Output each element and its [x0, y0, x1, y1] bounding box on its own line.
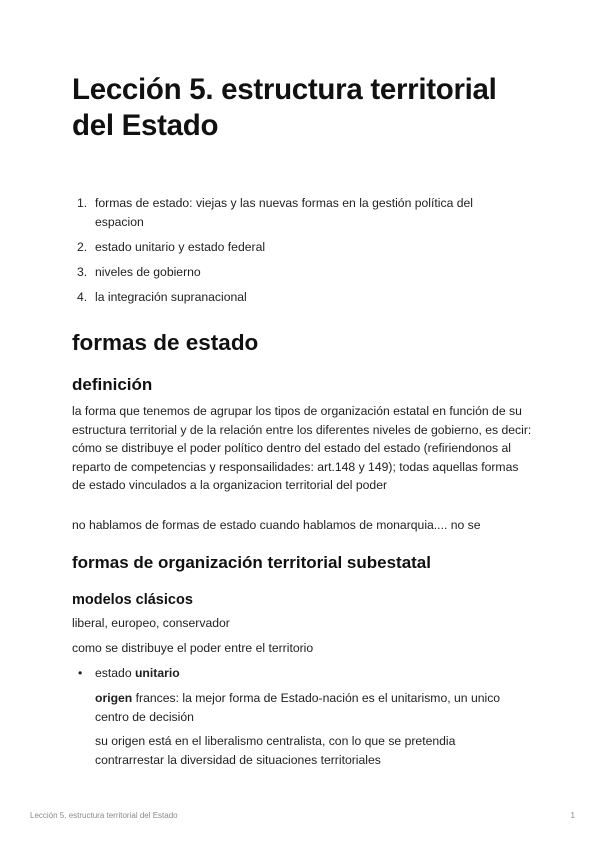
list-number: 2.: [77, 239, 88, 254]
origin-liberalism-paragraph: su origen está en el liberalismo centralista, con lo que se pretendia contrarrestar la diversidad de situaciones territoriales: [95, 734, 456, 767]
list-item-text: niveles de gobierno: [95, 264, 201, 279]
models-line: liberal, europeo, conservador: [72, 616, 230, 630]
footer-document-title: Lección 5. estructura territorial del Estado: [30, 811, 178, 820]
power-distribution-line: como se distribuye el poder entre el territorio: [72, 641, 314, 655]
subheading-definicion: definición: [72, 375, 153, 394]
bullet-dot: •: [78, 666, 83, 680]
definition-paragraph: la forma que tenemos de agrupar los tipos de organización estatal en función de su estructura territorial y de la relación entre los diferentes niveles de gobierno, es decir: cómo se distribuye el poder político dentro del estado del estado (refiriendonos al reparto de competencias y responsailidades: art.148 y 149); todas aquellas formas de estado vinculados a la organizacion territorial del poder: [72, 404, 532, 492]
list-item: [72, 288, 512, 307]
origin-paragraph: [95, 689, 525, 726]
section-heading-formas-de-estado: formas de estado: [72, 330, 259, 355]
list-number: 4.: [77, 289, 88, 304]
footer-page-number: 1: [570, 811, 575, 820]
monarchy-note: no hablamos de formas de estado cuando hablamos de monarquia.... no se: [72, 518, 481, 532]
bullet-bold-term: unitario: [134, 666, 180, 680]
page-title: Lección 5. estructura territorial del Estado: [72, 73, 497, 142]
list-item-text: la integración supranacional: [95, 289, 247, 304]
subheading-organizacion-territorial: formas de organización territorial subestatal: [72, 553, 431, 572]
list-item: [72, 194, 512, 231]
list-item-text: formas de estado: viejas y las nuevas formas en la gestión política del espacion: [95, 196, 474, 229]
list-item: [72, 263, 512, 282]
origin-text: frances: la mejor forma de Estado-nación es el unitarismo, un unico centro de decisión: [95, 691, 501, 724]
bullet-text: [95, 664, 180, 683]
subheading-modelos-clasicos: modelos clásicos: [72, 592, 193, 608]
list-item: [72, 238, 512, 257]
list-item-text: estado unitario y estado federal: [95, 239, 266, 254]
table-of-contents: [72, 194, 512, 313]
list-number: 1.: [77, 196, 88, 210]
bullet-prefix: estado: [95, 666, 135, 680]
list-number: 3.: [77, 264, 88, 279]
origin-bold-term: origen: [95, 691, 133, 705]
